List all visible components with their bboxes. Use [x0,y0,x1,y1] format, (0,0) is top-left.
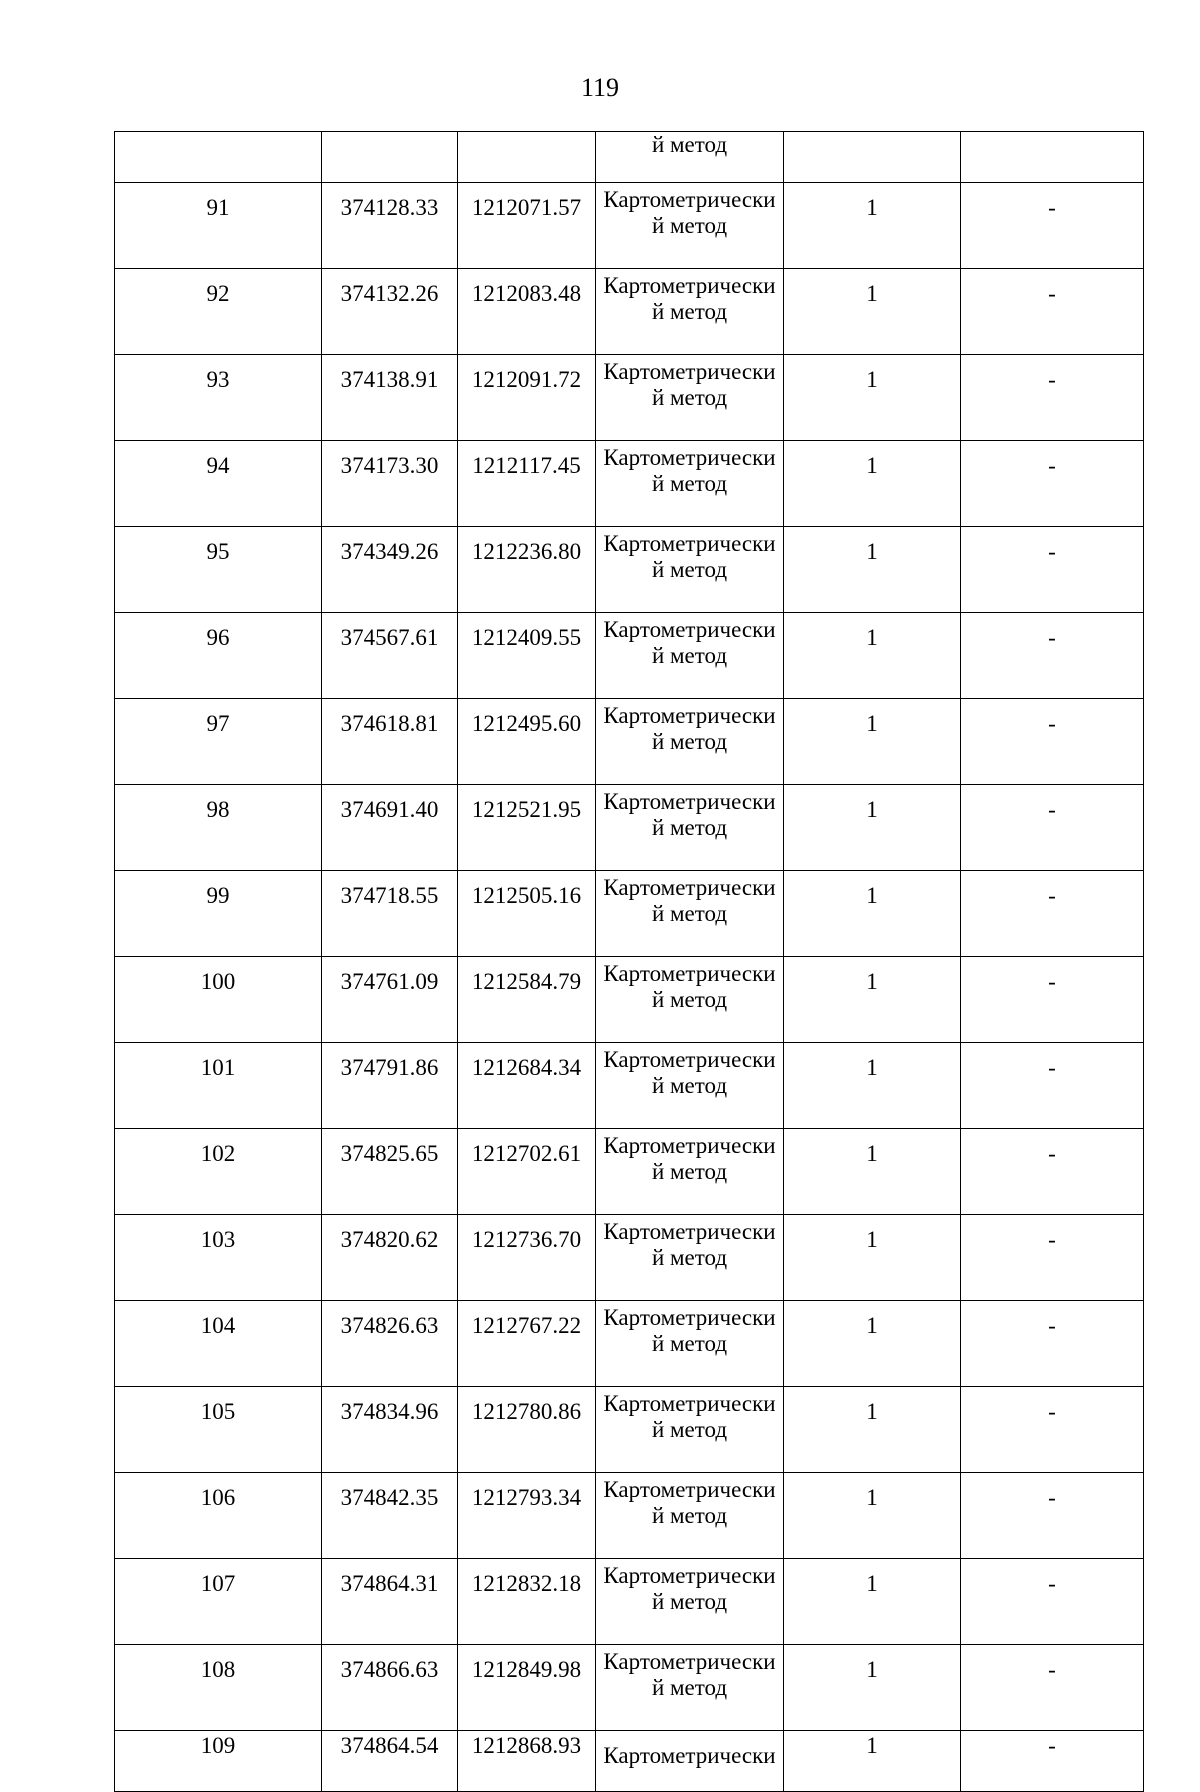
cell-num: 96 [115,613,322,699]
table-row [115,1043,1144,1129]
cell-accuracy: 1 [784,785,961,871]
cell-accuracy: 1 [784,957,961,1043]
cell-x: 374866.63 [322,1645,458,1731]
table-row [115,441,1144,527]
cell-method [596,1473,784,1559]
cell-x: 374842.35 [322,1473,458,1559]
method-line-2: й метод [651,1417,728,1442]
cell-y: 1212584.79 [458,957,596,1043]
method-line-1: Картометрически [603,531,776,556]
cell-note: - [961,613,1144,699]
method-line-2: й метод [651,1503,728,1528]
page-number: 119 [580,73,620,102]
cell-accuracy: 1 [784,1731,961,1792]
cell-x: 374718.55 [322,871,458,957]
table-row [115,957,1144,1043]
method-line-1: Картометрически [603,1305,776,1330]
cell-method [596,1043,784,1129]
cell-x: 374820.62 [322,1215,458,1301]
cell-x: 374864.31 [322,1559,458,1645]
cell-num: 98 [115,785,322,871]
cell-x: 374138.91 [322,355,458,441]
cell-accuracy: 1 [784,441,961,527]
cell-num: 93 [115,355,322,441]
method-line-1: Картометрически [603,1133,776,1158]
cell-accuracy: 1 [784,355,961,441]
cell-num: 104 [115,1301,322,1387]
cell-x: 374128.33 [322,183,458,269]
cell-note: - [961,699,1144,785]
method-line-1: Картометрически [603,875,776,900]
method-line-2: й метод [651,557,728,582]
method-line-2: й метод [651,1159,728,1184]
cell-num: 108 [115,1645,322,1731]
method-line-1: Картометрически [603,617,776,642]
cell-x: 374618.81 [322,699,458,785]
cell-y: 1212117.45 [458,441,596,527]
table-row [115,871,1144,957]
cell-x: 374834.96 [322,1387,458,1473]
cell-method [596,957,784,1043]
table-row [115,1473,1144,1559]
cell-y: 1212071.57 [458,183,596,269]
method-line-2: й метод [651,1245,728,1270]
cell-accuracy: 1 [784,699,961,785]
cell-num: 103 [115,1215,322,1301]
cell-num: 92 [115,269,322,355]
cell-method [596,613,784,699]
cell-method [596,527,784,613]
cell-method [596,699,784,785]
cell-method [596,785,784,871]
method-line-2: й метод [651,1675,728,1700]
cell-method [596,1215,784,1301]
method-line-2: й метод [651,1331,728,1356]
cell-note: - [961,355,1144,441]
table-row [115,785,1144,871]
table-row [115,1215,1144,1301]
cell-x: 374567.61 [322,613,458,699]
cell-method [596,269,784,355]
cell-num: 106 [115,1473,322,1559]
cell-note: - [961,1473,1144,1559]
cell-accuracy: 1 [784,1301,961,1387]
cell-x: 374825.65 [322,1129,458,1215]
method-line-1: Картометрически [603,445,776,470]
cell-y: 1212083.48 [458,269,596,355]
cell-x: 374173.30 [322,441,458,527]
cell-accuracy: 1 [784,269,961,355]
cell-method [596,1387,784,1473]
cell-accuracy: 1 [784,1129,961,1215]
method-line-1: Картометрически [603,961,776,986]
cell-accuracy: 1 [784,527,961,613]
cell-accuracy: 1 [784,1043,961,1129]
cell-x: 374691.40 [322,785,458,871]
cell-note: - [961,183,1144,269]
method-line-2: й метод [651,385,728,410]
cell-note: - [961,1215,1144,1301]
cell-note: - [961,957,1144,1043]
table-row [115,355,1144,441]
table-row [115,269,1144,355]
method-line-1: Картометрически [603,273,776,298]
cell-note: - [961,1731,1144,1792]
table-row [115,1559,1144,1645]
method-line-2: й метод [651,987,728,1012]
cell-note: - [961,785,1144,871]
table-row [115,1645,1144,1731]
table-row [115,527,1144,613]
cell-y: 1212495.60 [458,699,596,785]
cell-method [596,1301,784,1387]
cell-x: 374761.09 [322,957,458,1043]
table-row [115,183,1144,269]
cell-x: 374132.26 [322,269,458,355]
table-row [115,1129,1144,1215]
cell-y: 1212702.61 [458,1129,596,1215]
cell-note: - [961,1645,1144,1731]
cell-y: 1212505.16 [458,871,596,957]
cell-y: 1212832.18 [458,1559,596,1645]
cell-y: 1212409.55 [458,613,596,699]
cell-accuracy: 1 [784,1559,961,1645]
cell-method: й метод [596,132,784,183]
cell-y: 1212793.34 [458,1473,596,1559]
cell-num: 107 [115,1559,322,1645]
method-line-2: й метод [651,901,728,926]
cell-note: - [961,1129,1144,1215]
method-line-1: Картометрически [603,703,776,728]
method-line-2: й метод [651,213,728,238]
cell-y: 1212868.93 [458,1731,596,1792]
cell-x: 374864.54 [322,1731,458,1792]
cell-x: 374826.63 [322,1301,458,1387]
method-line-1: Картометрически [603,1391,776,1416]
cell-num: 101 [115,1043,322,1129]
table-row [115,1387,1144,1473]
table-row [115,699,1144,785]
cell-accuracy: 1 [784,1387,961,1473]
cell-x: 374791.86 [322,1043,458,1129]
cell-accuracy: 1 [784,1215,961,1301]
cell-y [458,132,596,183]
cell-y: 1212521.95 [458,785,596,871]
cell-method [596,1129,784,1215]
coordinates-table [114,131,1144,1792]
cell-method [596,1645,784,1731]
cell-num: 105 [115,1387,322,1473]
cell-accuracy: 1 [784,871,961,957]
cell-note: - [961,1043,1144,1129]
cell-accuracy: 1 [784,1473,961,1559]
cell-accuracy: 1 [784,613,961,699]
cell-note: - [961,1387,1144,1473]
method-line-2: й метод [651,815,728,840]
cell-note: - [961,441,1144,527]
cell-note: - [961,1559,1144,1645]
table-row [115,613,1144,699]
cell-y: 1212091.72 [458,355,596,441]
cell-accuracy [784,132,961,183]
method-line-1: Картометрически [603,1563,776,1588]
method-line-2: й метод [651,471,728,496]
cell-num: 91 [115,183,322,269]
method-line-2: й метод [651,643,728,668]
cell-x [322,132,458,183]
cell-accuracy: 1 [784,183,961,269]
cell-y: 1212767.22 [458,1301,596,1387]
cell-x: 374349.26 [322,527,458,613]
cell-num [115,132,322,183]
cell-method: Картометрически [596,1731,784,1792]
cell-method [596,1559,784,1645]
method-line-2: й метод [651,1589,728,1614]
method-line-1: Картометрически [603,789,776,814]
cell-y: 1212684.34 [458,1043,596,1129]
cell-method [596,441,784,527]
cell-method [596,871,784,957]
cell-num: 99 [115,871,322,957]
cell-y: 1212736.70 [458,1215,596,1301]
cell-note: - [961,527,1144,613]
method-line-1: Картометрически [603,1477,776,1502]
continuation-row [115,132,1144,183]
table-row-last [115,1731,1144,1792]
method-line-2: й метод [651,1073,728,1098]
cell-num: 95 [115,527,322,613]
cell-method [596,183,784,269]
cell-accuracy: 1 [784,1645,961,1731]
cell-num: 100 [115,957,322,1043]
cell-note [961,132,1144,183]
cell-note: - [961,1301,1144,1387]
method-line-1: Картометрически [603,1649,776,1674]
method-line-2: й метод [651,729,728,754]
cell-y: 1212236.80 [458,527,596,613]
cell-method [596,355,784,441]
cell-note: - [961,269,1144,355]
method-line-1: Картометрически [603,187,776,212]
method-line-1: Картометрически [603,1219,776,1244]
cell-num: 109 [115,1731,322,1792]
method-line-2: й метод [651,299,728,324]
cell-num: 102 [115,1129,322,1215]
cell-num: 94 [115,441,322,527]
method-line-1: Картометрически [603,359,776,384]
cell-y: 1212849.98 [458,1645,596,1731]
table-row [115,1301,1144,1387]
cell-num: 97 [115,699,322,785]
method-line-1: Картометрически [603,1047,776,1072]
cell-y: 1212780.86 [458,1387,596,1473]
cell-note: - [961,871,1144,957]
